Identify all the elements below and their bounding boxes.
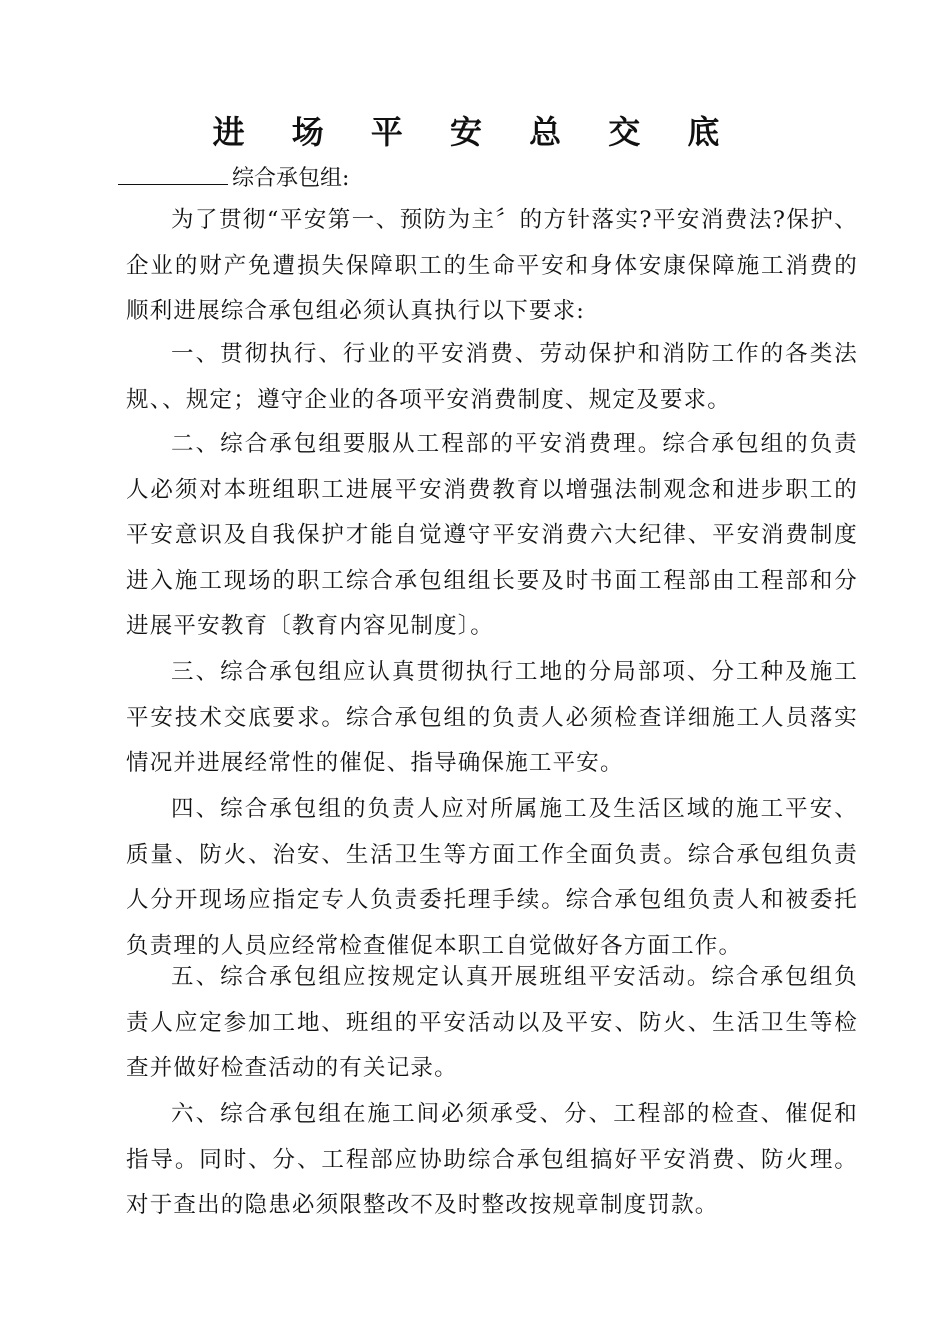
intro-paragraph: 为了贯彻“平安第一、预防为主〞的方针落实?平安消费法?保护、企业的财产免遭损失保障职工的生命平安和身体安康保障施工消费的顺利进展综合承包组必须认真执行以下要求: <box>126 207 858 325</box>
clause-6-paragraph: 六、综合承包组在施工间必须承受、分、工程部的检查、催促和指导。同时、分、工程部应协助综合承包组搞好平安消费、防火理。对于查出的隐患必须限整改不及时整改按规章制度罚款。 <box>126 1101 858 1219</box>
clause-5-paragraph: 五、综合承包组应按规定认真开展班组平安活动。综合承包组负责人应定参加工地、班组的平安活动以及平安、防火、生活卫生等检查并做好检查活动的有关记录。 <box>126 964 858 1082</box>
clause-4-paragraph: 四、综合承包组的负责人应对所属施工及生活区域的施工平安、质量、防火、治安、生活卫生等方面工作全面负责。综合承包组负责人分开现场应指定专人负责委托理手续。综合承包组负责人和被委托负责理的人员应经常检查催促本职工自觉做好各方面工作。 <box>126 796 858 959</box>
clause-1-paragraph: 一、贯彻执行、行业的平安消费、劳动保护和消防工作的各类法规、、规定；遵守企业的各项平安消费制度、规定及要求。 <box>126 341 858 413</box>
document-title: 进 场 平 安 总 交 底 <box>212 113 738 151</box>
clause-2-paragraph: 二、综合承包组要服从工程部的平安消费理。综合承包组的负责人必须对本班组职工进展平安消费教育以增强法制观念和进步职工的平安意识及自我保护才能自觉遵守平安消费六大纪律、平安消费制度进入施工现场的职工综合承包组组长要及时书面工程部由工程部和分进展平安教育〔教育内容见制度〕。 <box>126 431 858 640</box>
clause-3-paragraph: 三、综合承包组应认真贯彻执行工地的分局部项、分工种及施工平安技术交底要求。综合承包组的负责人必须检查详细施工人员落实情况并进展经常性的催促、指导确保施工平安。 <box>126 659 858 777</box>
addressee-line <box>118 160 349 196</box>
addressee-label: 综合承包组: <box>232 166 350 191</box>
blank-fill-line <box>118 160 228 185</box>
